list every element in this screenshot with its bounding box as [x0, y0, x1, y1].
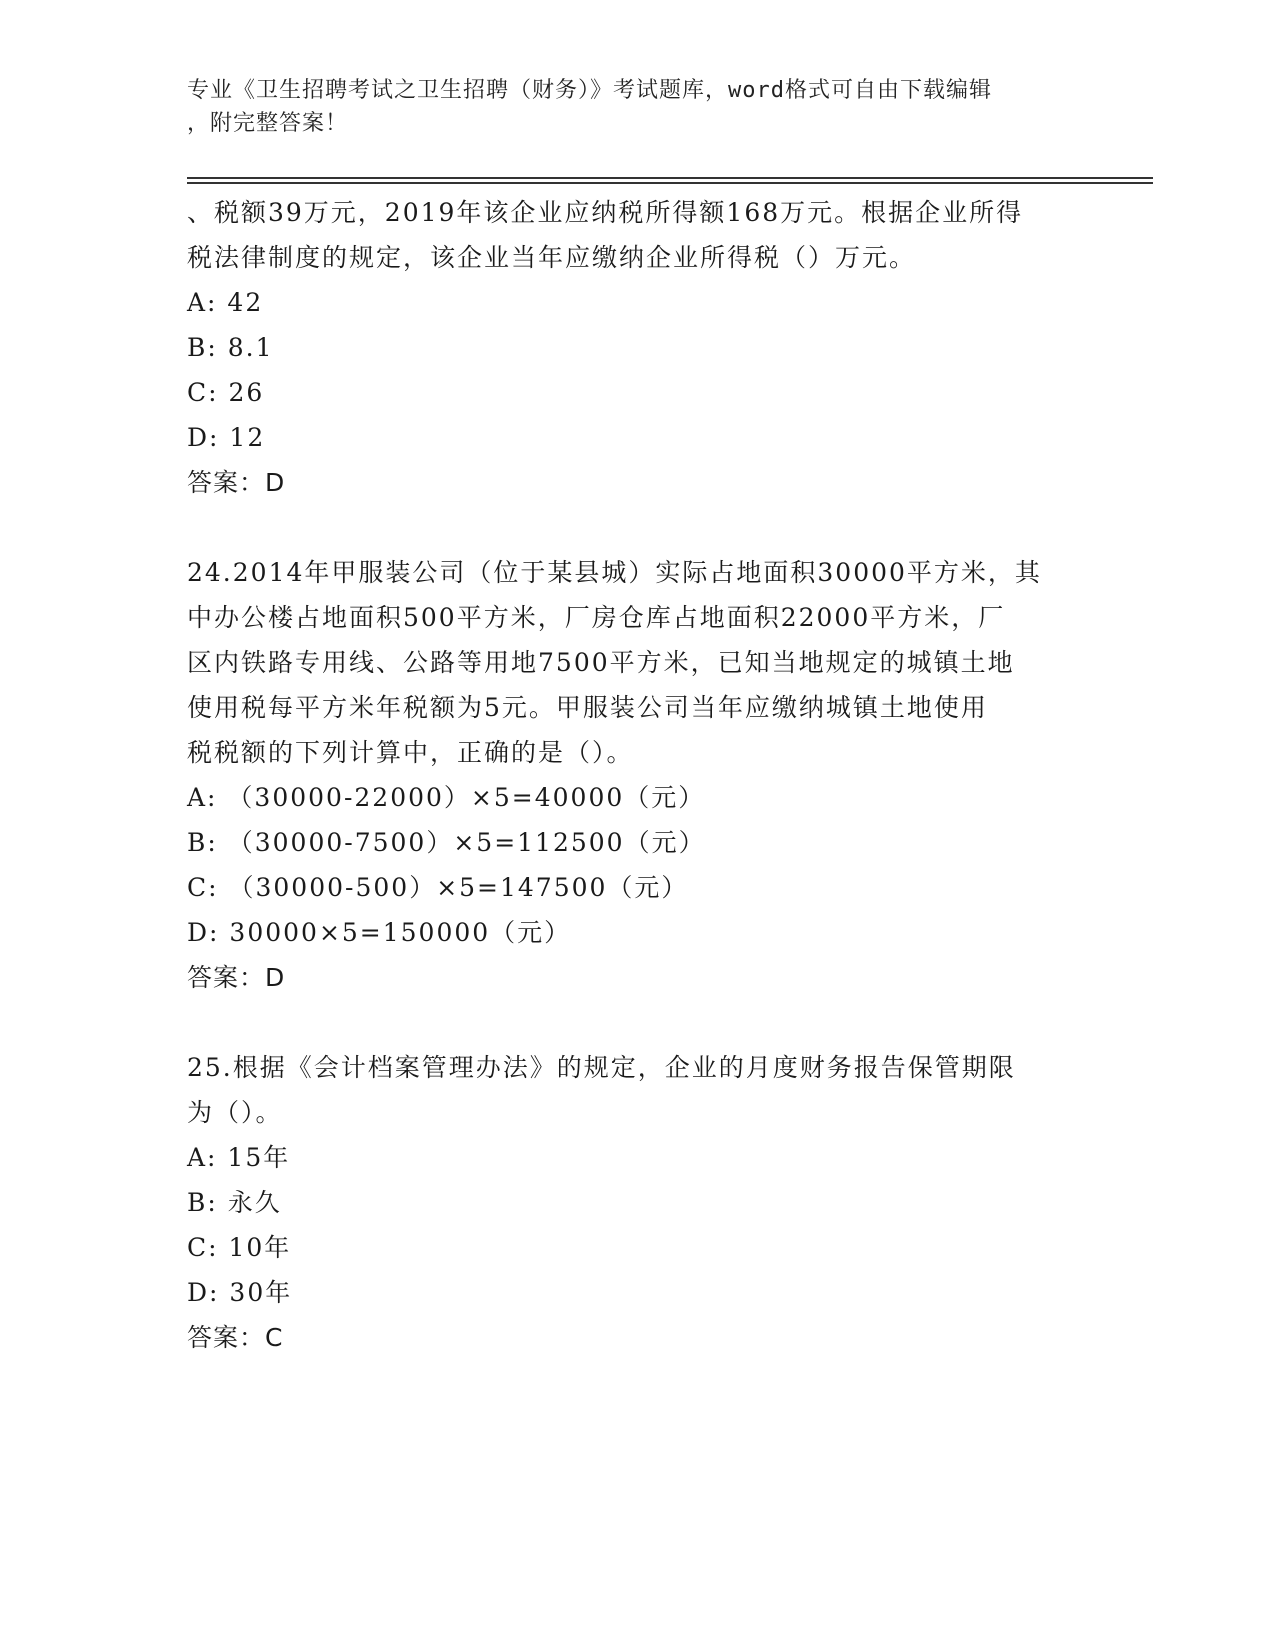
- question-text-line: 区内铁路专用线、公路等用地7500平方米，已知当地规定的城镇土地: [187, 648, 1015, 677]
- header-line-1: 专业《卫生招聘考试之卫生招聘（财务）》考试题库，word格式可自由下载编辑: [187, 78, 992, 103]
- question-text-line: 税法律制度的规定，该企业当年应缴纳企业所得税（）万元。: [187, 243, 917, 272]
- answer-label: 答案：D: [187, 468, 286, 497]
- question-text-line: 25.根据《会计档案管理办法》的规定，企业的月度财务报告保管期限: [187, 1053, 1016, 1082]
- option-d: D: 12: [187, 423, 266, 452]
- question-text-line: 税税额的下列计算中，正确的是（）。: [187, 738, 634, 767]
- option-a: A: （30000-22000）×5=40000（元）: [187, 783, 706, 812]
- question-text-line: 24.2014年甲服装公司（位于某县城）实际占地面积30000平方米，其: [187, 558, 1042, 587]
- option-c: C: （30000-500）×5=147500（元）: [187, 873, 689, 902]
- answer-label: 答案：C: [187, 1323, 284, 1352]
- header-line-2: ，附完整答案！: [187, 111, 349, 136]
- question-text-line: 中办公楼占地面积500平方米，厂房仓库占地面积22000平方米，厂: [187, 603, 1006, 632]
- question-text-line: 使用税每平方米年税额为5元。甲服装公司当年应缴纳城镇土地使用: [187, 693, 988, 722]
- question-text-line: 为（）。: [187, 1098, 283, 1127]
- page-header: [187, 74, 1077, 140]
- option-c: C: 10年: [187, 1233, 292, 1262]
- option-b: B: 8.1: [187, 333, 274, 362]
- option-d: D: 30000×5=150000（元）: [187, 918, 572, 947]
- option-d: D: 30年: [187, 1278, 293, 1307]
- question-25: [187, 1045, 1087, 1360]
- spacer: [187, 1000, 1087, 1045]
- option-b: B: （30000-7500）×5=112500（元）: [187, 828, 706, 857]
- spacer: [187, 505, 1087, 550]
- question-24: [187, 550, 1087, 1000]
- option-c: C: 26: [187, 378, 265, 407]
- option-b: B: 永久: [187, 1188, 282, 1217]
- question-text-line: 、税额39万元，2019年该企业应纳税所得额168万元。根据企业所得: [187, 198, 1024, 227]
- answer-label: 答案：D: [187, 963, 286, 992]
- option-a: A: 42: [187, 288, 264, 317]
- option-a: A: 15年: [187, 1143, 291, 1172]
- header-divider-bottom: [187, 182, 1153, 184]
- question-list: [187, 190, 1087, 1360]
- question-23: [187, 190, 1087, 505]
- header-divider-top: [187, 177, 1153, 179]
